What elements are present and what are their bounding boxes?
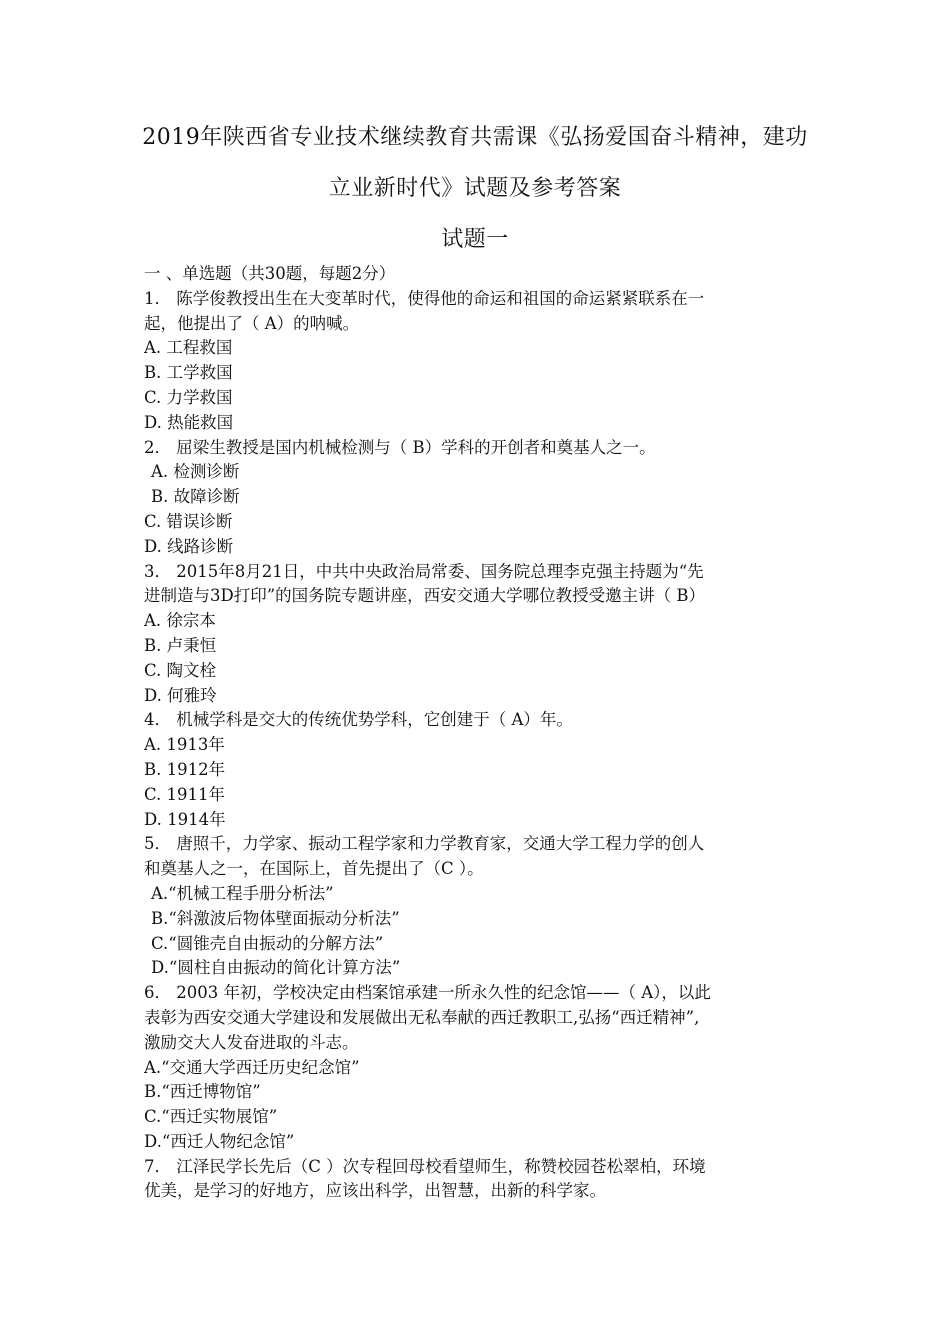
text-line: B. 工学救国: [144, 363, 233, 383]
text-line: C. 陶文栓: [144, 660, 217, 680]
text-line: 和奠基人之一，在国际上，首先提出了（C ）。: [144, 859, 484, 879]
text-line: A. 工程救国: [144, 338, 233, 358]
text-line: 优美，是学习的好地方，应该出科学，出智慧，出新的科学家。: [144, 1181, 606, 1201]
text-line: 4． 机械学科是交大的传统优势学科，它创建于（ A）年。: [144, 710, 573, 730]
text-line: B.“西迁博物馆”: [144, 1082, 261, 1102]
text-line: A. 1913年: [144, 735, 225, 755]
question-body: [144, 262, 812, 1204]
text-line: C.“西迁实物展馆”: [144, 1107, 278, 1127]
text-line: A. 徐宗本: [144, 611, 216, 631]
text-line: C. 1911年: [144, 784, 226, 804]
text-line: 5． 唐照千，力学家、振动工程学家和力学教育家，交通大学工程力学的创人: [144, 834, 705, 854]
text-line: 1． 陈学俊教授出生在大变革时代，使得他的命运和祖国的命运紧紧联系在一: [144, 288, 705, 308]
text-line: D. 何雅玲: [144, 685, 217, 705]
text-line: A.“交通大学西迁历史纪念馆”: [144, 1057, 360, 1077]
text-line: 3． 2015年8月21日，中共中央政治局常委、国务院总理李克强主持题为“先: [144, 561, 704, 581]
text-line: A.“机械工程手册分析法”: [151, 883, 334, 903]
text-line: B. 卢秉恒: [144, 635, 217, 655]
text-line: 起，他提出了（ A）的呐喊。: [144, 313, 360, 333]
text-line: A. 检测诊断: [151, 462, 240, 482]
text-line: 一 、单选题（共30题，每题2分）: [144, 264, 396, 283]
text-line: 激励交大人发奋进取的斗志。: [144, 1032, 359, 1052]
text-line: C. 错误诊断: [144, 511, 233, 531]
text-line: 7． 江泽民学长先后（C ）次专程回母校看望师生，称赞校园苍松翠柏，环境: [144, 1156, 706, 1176]
document-title-line-2: 立业新时代》试题及参考答案: [328, 176, 622, 201]
text-line: D. 热能救国: [144, 412, 234, 432]
text-line: B.“斜激波后物体壁面振动分析法”: [151, 908, 400, 928]
text-line: D. 线路诊断: [144, 536, 234, 556]
document-title-line-1: 2019年陕西省专业技术继续教育共需课《弘扬爱国奋斗精神，建功: [142, 125, 808, 150]
section-heading: 试题一: [441, 227, 509, 252]
text-line: D. 1914年: [144, 809, 226, 829]
text-line: D.“西迁人物纪念馆”: [144, 1131, 295, 1151]
text-line: 2． 屈梁生教授是国内机械检测与（ B）学科的开创者和奠基人之一。: [144, 437, 656, 457]
text-line: C. 力学救国: [144, 387, 233, 407]
text-line: B. 1912年: [144, 759, 226, 779]
text-line: 表彰为西安交通大学建设和发展做出无私奉献的西迁教职工,弘扬“西迁精神”,: [144, 1007, 700, 1027]
text-line: 进制造与3D打印”的国务院专题讲座，西安交通大学哪位教授受邀主讲（ B）: [144, 586, 706, 606]
text-line: 6． 2003 年初，学校决定由档案馆承建一所永久性的纪念馆——（ A），以此: [144, 983, 711, 1003]
text-line: C.“圆锥壳自由振动的分解方法”: [151, 933, 384, 953]
text-line: B. 故障诊断: [151, 487, 240, 507]
text-line: D.“圆柱自由振动的简化计算方法”: [151, 958, 401, 978]
